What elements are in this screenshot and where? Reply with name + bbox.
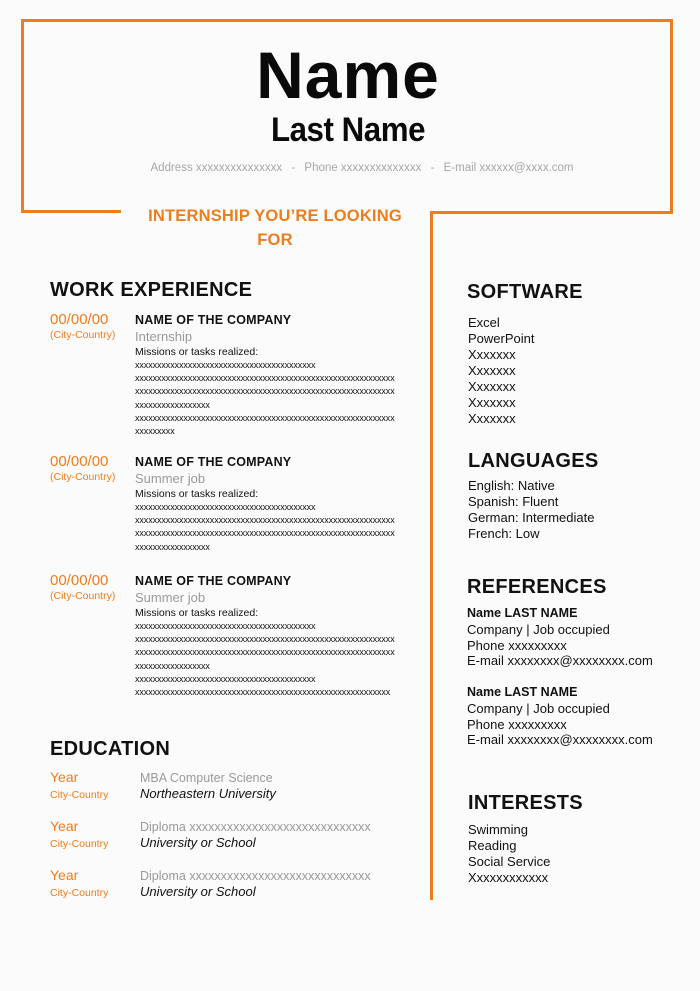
language-item: Spanish: Fluent [468,494,559,509]
education-degree: Diploma xxxxxxxxxxxxxxxxxxxxxxxxxxxxx [140,869,371,883]
mission-line: xxxxxxxxx [135,426,175,437]
missions-text [135,620,395,699]
contact-separator: - [291,162,296,174]
interests-heading: INTERESTS [468,792,583,814]
job-company: NAME OF THE COMPANY [135,455,292,469]
interest-item: Social Service [468,854,551,869]
software-item: Xxxxxxx [468,363,516,378]
mission-line: xxxxxxxxxxxxxxxxxxxxxxxxxxxxxxxxxxxxxxxxx [135,673,316,684]
interests-list [468,822,550,886]
education-school: University or School [140,835,256,850]
mission-line: xxxxxxxxxxxxxxxxx [135,399,210,410]
job-city: (City-Country) [50,471,116,483]
software-heading: SOFTWARE [467,281,583,303]
education-city: City-Country [50,838,109,850]
contact-line [0,162,700,174]
job-role: Summer job [135,471,206,486]
language-item: French: Low [468,526,540,541]
frame-bottom-left-line [21,210,121,213]
job-company: NAME OF THE COMPANY [135,313,292,327]
job-entry [50,572,420,697]
software-list [468,315,534,427]
reference-company: Company | Job occupied [467,700,610,716]
reference-entry [467,606,653,669]
education-degree: MBA Computer Science [140,771,273,785]
missions-label: Missions or tasks realized: [135,346,259,358]
education-city: City-Country [50,789,109,801]
work-experience-heading: WORK EXPERIENCE [50,279,253,301]
job-date: 00/00/00 [50,311,109,328]
job-date: 00/00/00 [50,572,109,589]
mission-line: xxxxxxxxxxxxxxxxxxxxxxxxxxxxxxxxxxxxxxxxxxxxxxxxxxxxxxxxxxx [135,412,395,423]
education-school: University or School [140,884,256,899]
mission-line: xxxxxxxxxxxxxxxxxxxxxxxxxxxxxxxxxxxxxxxxx [135,360,316,370]
missions-label: Missions or tasks realized: [135,607,259,619]
job-role: Summer job [135,590,206,605]
education-year: Year [50,818,79,834]
education-city: City-Country [50,887,109,899]
job-city: (City-Country) [50,590,116,602]
mission-line: xxxxxxxxxxxxxxxxxxxxxxxxxxxxxxxxxxxxxxxxxxxxxxxxxxxxxxxxxxx [135,647,395,658]
objective-line: FOR [257,231,293,249]
contact-separator: - [430,162,435,174]
job-entry [50,453,420,553]
education-entry [50,867,420,903]
education-school: Northeastern University [140,786,276,801]
email-text: E-mail xxxxxx@xxxx.com [443,162,574,174]
job-entry [50,311,420,436]
column-divider-line [430,211,433,900]
missions-label: Missions or tasks realized: [135,488,259,500]
language-item: German: Intermediate [468,510,595,525]
software-item: Xxxxxxx [468,411,516,426]
interest-item: Xxxxxxxxxxxx [468,870,549,885]
education-year: Year [50,769,79,785]
education-year: Year [50,867,79,883]
reference-phone: Phone xxxxxxxxx [467,637,567,653]
first-name: Name [256,38,440,112]
frame-top-line [21,19,673,22]
software-item: PowerPoint [468,331,535,346]
software-item: Excel [468,315,500,330]
language-item: English: Native [468,478,555,493]
mission-line: xxxxxxxxxxxxxxxxxxxxxxxxxxxxxxxxxxxxxxxxxxxxxxxxxxxxxxxxxxx [135,634,395,645]
mission-line: xxxxxxxxxxxxxxxxxxxxxxxxxxxxxxxxxxxxxxxxxxxxxxxxxxxxxxxxxxx [135,528,395,539]
mission-line: xxxxxxxxxxxxxxxxxxxxxxxxxxxxxxxxxxxxxxxxx [135,502,316,512]
address-text: Address xxxxxxxxxxxxxxx [150,162,283,174]
reference-entry [467,685,653,748]
mission-line: xxxxxxxxxxxxxxxxxxxxxxxxxxxxxxxxxxxxxxxxx [135,621,316,631]
reference-name: Name LAST NAME [467,685,578,699]
languages-list [468,478,594,542]
references-heading: REFERENCES [467,576,607,598]
languages-heading: LANGUAGES [468,450,599,472]
software-item: Xxxxxxx [468,379,516,394]
reference-phone: Phone xxxxxxxxx [467,716,567,732]
education-heading: EDUCATION [50,738,171,760]
last-name: Last Name [270,111,426,149]
missions-text [135,501,395,554]
job-role: Internship [135,329,193,344]
mission-line: xxxxxxxxxxxxxxxxx [135,660,210,671]
mission-line: xxxxxxxxxxxxxxxxxxxxxxxxxxxxxxxxxxxxxxxxxxxxxxxxxxxxxxxxxxx [135,515,395,526]
mission-line: xxxxxxxxxxxxxxxxxxxxxxxxxxxxxxxxxxxxxxxxxxxxxxxxxxxxxxxxxxx [135,373,395,384]
software-item: Xxxxxxx [468,347,516,362]
missions-text [135,359,395,438]
education-degree: Diploma xxxxxxxxxxxxxxxxxxxxxxxxxxxxx [140,820,371,834]
reference-email: E-mail xxxxxxxx@xxxxxxxx.com [467,653,653,669]
mission-line: xxxxxxxxxxxxxxxxxxxxxxxxxxxxxxxxxxxxxxxxxxxxxxxxxxxxxxxxxx [135,687,391,698]
interest-item: Swimming [468,822,528,837]
education-entry [50,818,420,854]
objective-line: INTERNSHIP YOU’RE LOOKING [148,207,402,225]
objective-heading [130,204,420,252]
job-city: (City-Country) [50,329,116,341]
reference-email: E-mail xxxxxxxx@xxxxxxxx.com [467,732,653,748]
interest-item: Reading [468,838,517,853]
reference-company: Company | Job occupied [467,621,610,637]
mission-line: xxxxxxxxxxxxxxxxxxxxxxxxxxxxxxxxxxxxxxxxxxxxxxxxxxxxxxxxxxx [135,386,395,397]
job-company: NAME OF THE COMPANY [135,574,292,588]
education-entry [50,769,420,805]
phone-text: Phone xxxxxxxxxxxxxx [304,162,422,174]
frame-bottom-right-line [430,211,673,214]
mission-line: xxxxxxxxxxxxxxxxx [135,541,210,552]
software-item: Xxxxxxx [468,395,516,410]
reference-name: Name LAST NAME [467,606,578,620]
job-date: 00/00/00 [50,453,109,470]
